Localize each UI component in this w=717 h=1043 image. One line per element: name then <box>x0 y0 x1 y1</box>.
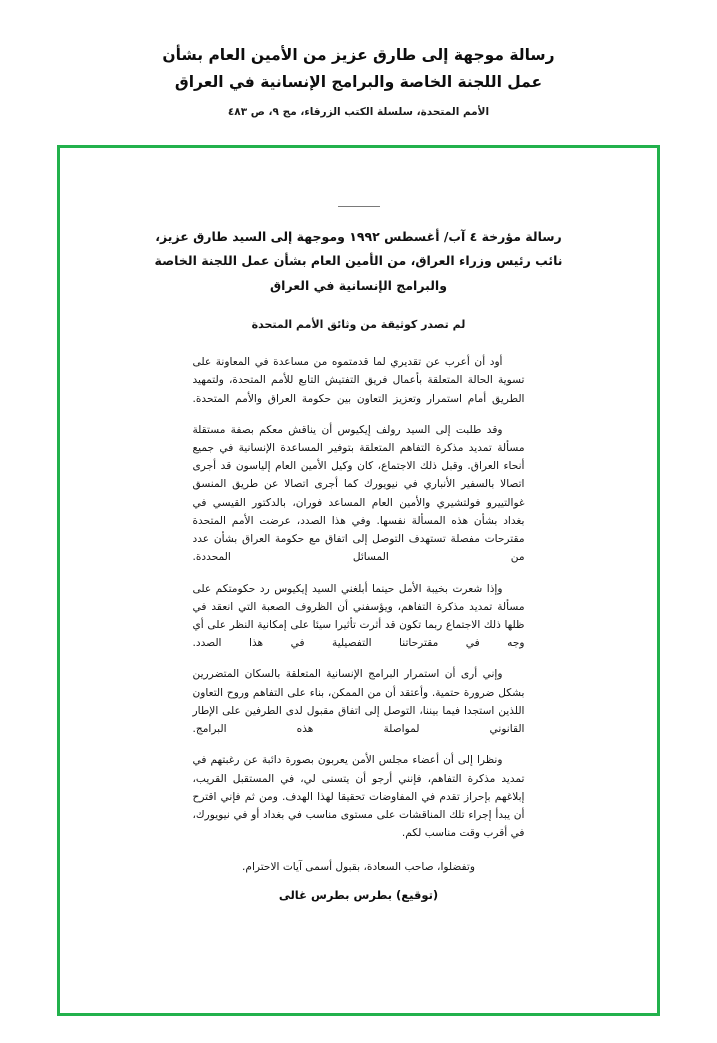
divider-rule <box>338 206 380 207</box>
document-title-line-1: رسالة موجهة إلى طارق عزيز من الأمين العام بشأن <box>162 46 555 64</box>
document-title-line-2: عمل اللجنة الخاصة والبرامج الإنسانية في العراق <box>174 73 543 92</box>
letter-heading <box>128 225 589 298</box>
letter-paragraph: ونظرا إلى أن أعضاء مجلس الأمن يعربون بصورة دائبة عن رغبتهم في تمديد مذكرة التفاهم، فإنني أرجو أن يتسنى لي، في المستقبل القريب، إبلاغهم بإحراز تقدم في المفاوضات تحقيقا لهذا الهدف. ومن ثم فإني اقترح أن يبدأ إجراء تلك المناقشات على مستوى مناسب في بغداد أو في نيويورك، في أقرب وقت مناسب لكم. <box>192 754 525 840</box>
letter-heading-line-3: والبرامج الإنسانية في العراق <box>270 277 447 293</box>
letter-paragraph: وقد طلبت إلى السيد رولف إيكيوس أن يناقش معكم بصفة مستقلة مسألة تمديد مذكرة التفاهم المتعلقة بتوفير المساعدة الإنسانية في جميع أنحاء العراق. وقبل ذلك الاجتماع، كان وكيل الأمين العام إلياسون قد أجرى اتصالا بالسفير الأنباري في نيويورك كما أجرى اتصالا عن طريق المنسق غوالتييرو فولتشيري والأمين العام المساعد فوران، بالدكتور القيسي في بغداد بشأن هذه المسألة نفسها. وفي هذا الصدد، عرضت الأمم المتحدة مقترحات مفصلة تستهدف التوصل إلى اتفاق مع حكومة العراق بشأن عدد من المسائل المحددة. <box>192 423 525 564</box>
letter-closing: وتفضلوا، صاحب السعادة، بقبول أسمى آيات الاحترام. <box>242 861 475 874</box>
letter-paragraph: وإذا شعرت بخيبة الأمل حينما أبلغني السيد إيكيوس رد حكومتكم على مسألة تمديد مذكرة التفاهم، ويؤسفني أن الظروف الصعبة التي انعقد في ظلها ذلك الاجتماع ربما تكون قد أثرت تأثيرا سيئا على إمكانية النظر على أي وجه في مقترحاتنا التفصيلية في هذا الصدد. <box>192 582 525 650</box>
letter-paragraph: وإني أرى أن استمرار البرامج الإنسانية المتعلقة بالسكان المتضررين بشكل ضرورة حتمية. وأعتقد أن من الممكن، بناء على التفاهم وروح التعاون اللذين استجدا فيما بيننا، التوصل إلى اتفاق مقبول لدى الطرفين على الإطار القانوني لمواصلة هذه البرامج. <box>192 668 525 736</box>
letter-body <box>193 353 525 902</box>
letter-subnote: لم تصدر كوثيقة من وثائق الأمم المتحدة <box>251 318 466 332</box>
letter-signature: (توقيع) بطرس بطرس غالى <box>278 888 439 903</box>
letter-heading-line-2: نائب رئيس وزراء العراق، من الأمين العام بشأن عمل اللجنة الخاصة <box>154 253 563 269</box>
letter-paragraph: أود أن أعرب عن تقديري لما قدمتموه من مساعدة في المعاونة على تسوية الحالة المتعلقة بأعمال فريق التفتيش التابع للأمم المتحدة، ولتمهيد الطريق أمام استمرار وتعزيز التعاون بين حكومة العراق والأمم المتحدة. <box>192 356 525 405</box>
document-source-citation: الأمم المتحدة، سلسلة الكتب الزرقاء، مج ٩، ص ٤٨٣ <box>224 106 493 119</box>
letter-heading-line-1: رسالة مؤرخة ٤ آب/ أغسطس ١٩٩٢ وموجهة إلى السيد طارق عزيز، <box>155 229 562 244</box>
document-header <box>0 0 717 118</box>
green-bordered-frame <box>57 145 660 1016</box>
letter-content <box>60 148 657 1013</box>
